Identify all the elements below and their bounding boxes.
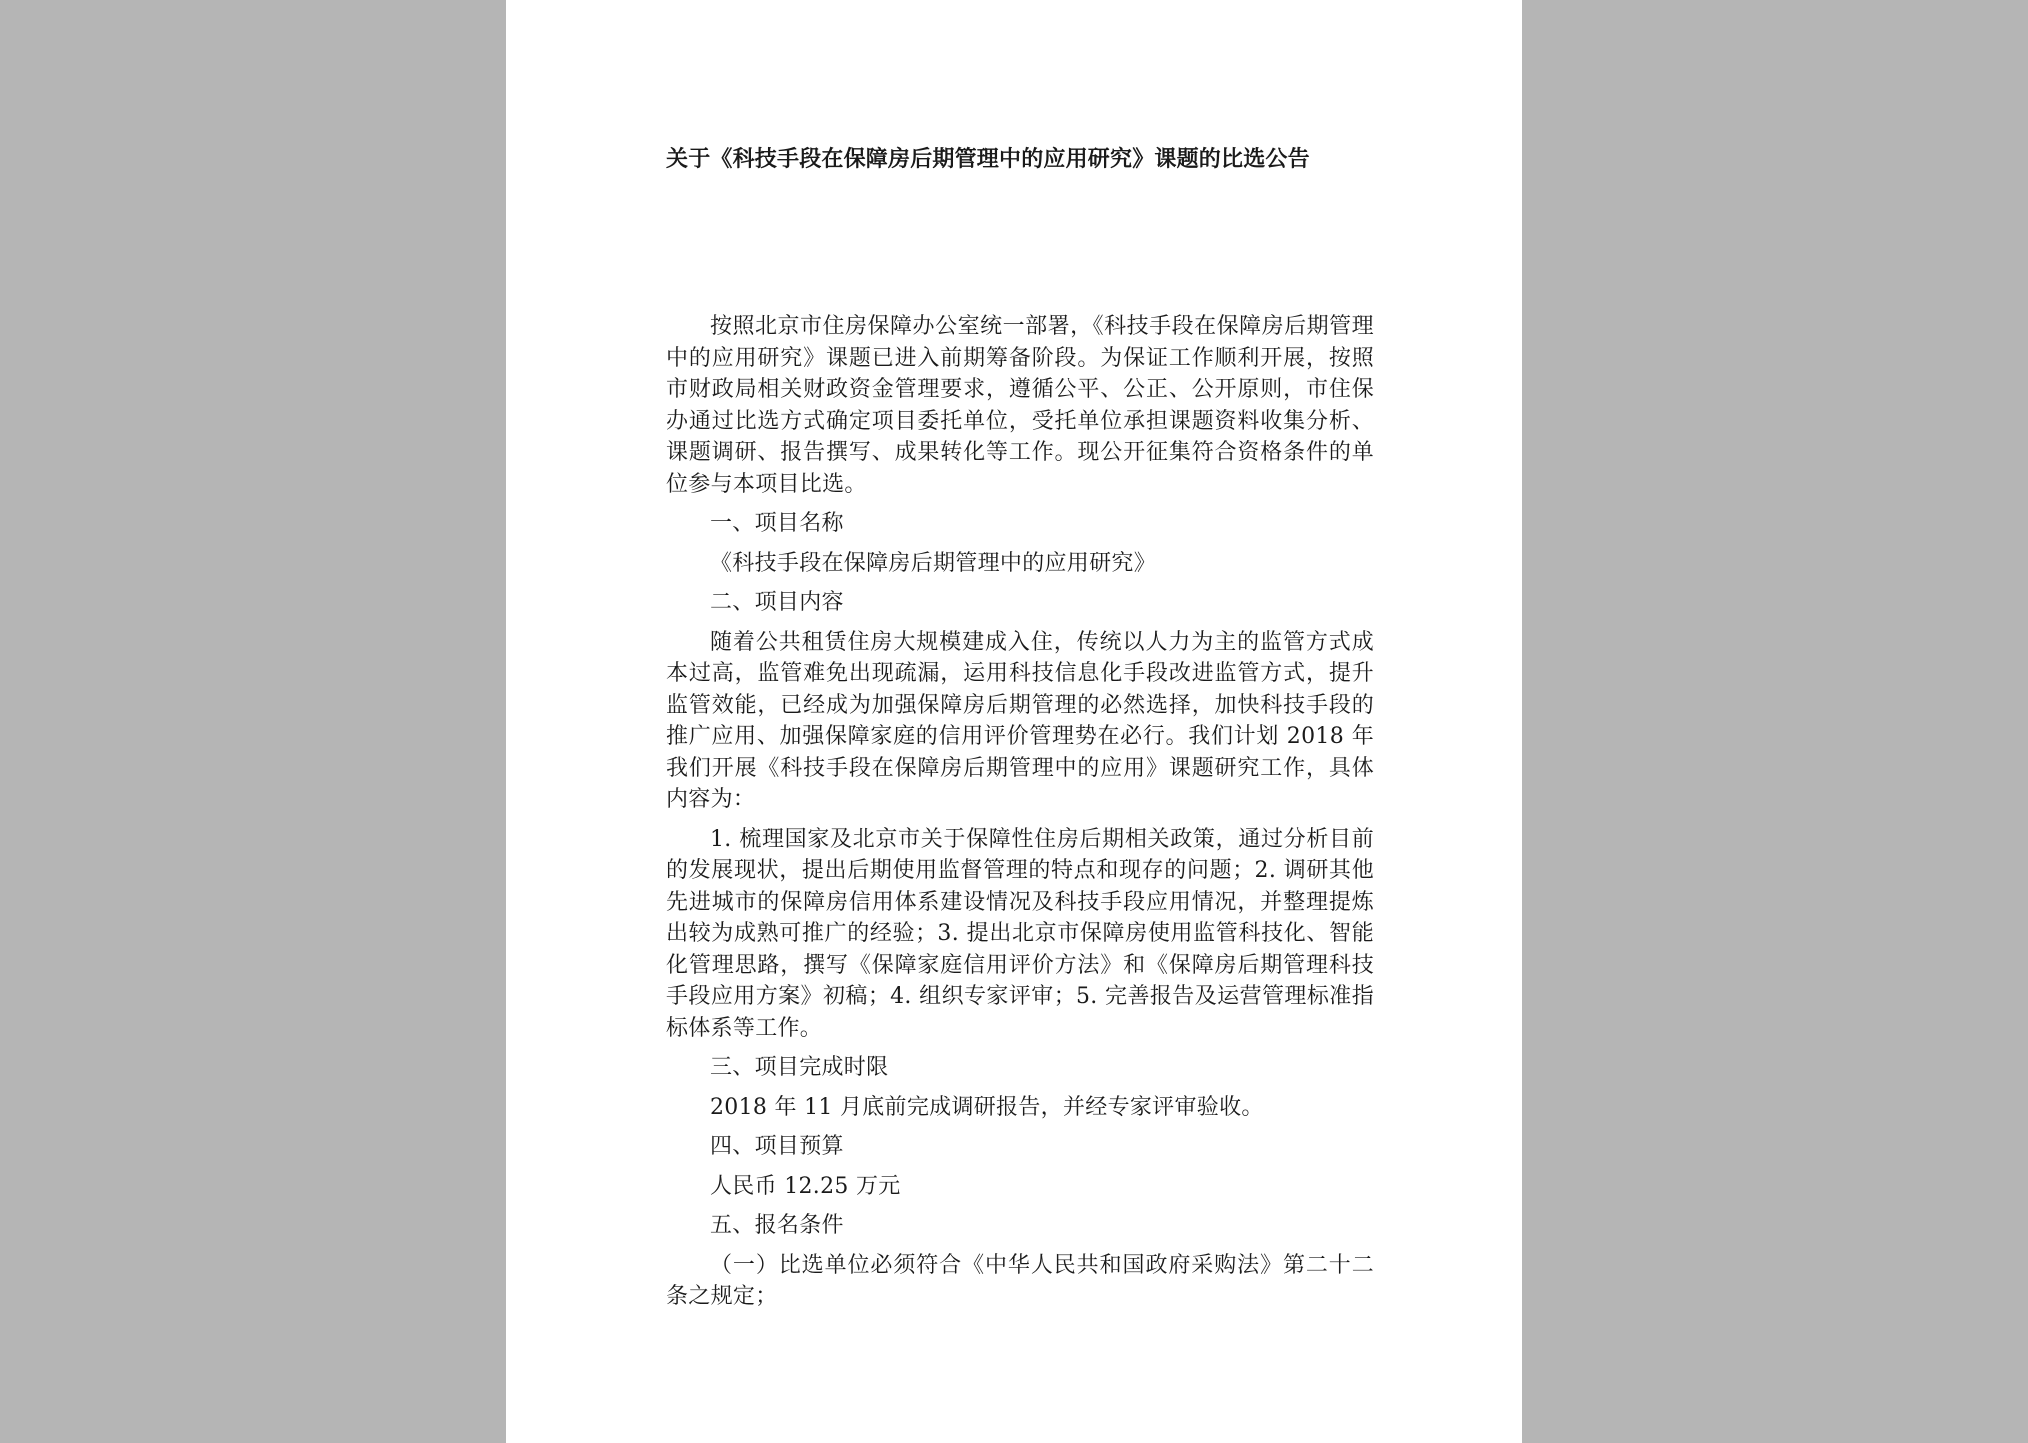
project-tasks-paragraph: 1. 梳理国家及北京市关于保障性住房后期相关政策，通过分析目前的发展现状，提出后期使用监督管理的特点和现存的问题；2. 调研其他先进城市的保障房信用体系建设情况及科技手段应用情况，并整理提炼出较为成熟可推广的经验；3. 提出北京市保障房使用监管科技化、智能化管理思路，撰写《保障家庭信用评价方法》和《保障房后期管理科技手段应用方案》初稿；4. 组织专家评审；5. 完善报告及运营管理标准指标体系等工作。 (666, 826, 1374, 1041)
document-title: 关于《科技手段在保障房后期管理中的应用研究》课题的比选公告 (666, 146, 1310, 172)
section-heading-eligibility: 五、报名条件 (710, 1213, 844, 1238)
eligibility-item-1: （一）比选单位必须符合《中华人民共和国政府采购法》第二十二条之规定； (666, 1252, 1374, 1309)
project-name-text: 《科技手段在保障房后期管理中的应用研究》 (710, 550, 1157, 576)
deadline-text: 2018 年 11 月底前完成调研报告，并经专家评审验收。 (710, 1094, 1264, 1120)
section-heading-budget: 四、项目预算 (710, 1134, 844, 1159)
budget-text: 人民币 12.25 万元 (710, 1173, 901, 1199)
section-heading-deadline: 三、项目完成时限 (710, 1055, 889, 1080)
section-heading-project-name: 一、项目名称 (710, 511, 844, 536)
section-heading-project-content: 二、项目内容 (710, 590, 844, 615)
project-content-paragraph: 随着公共租赁住房大规模建成入住，传统以人力为主的监管方式成本过高，监管难免出现疏漏，运用科技信息化手段改进监管方式，提升监管效能，已经成为加强保障房后期管理的必然选择，加快科技手段的推广应用、加强保障家庭的信用评价管理势在必行。我们计划 2018 年我们开展《科技手段在保障房后期管理中的应用》课题研究工作，具体内容为： (666, 629, 1374, 812)
document-body (666, 311, 1374, 1313)
document-page (506, 0, 1522, 1443)
intro-paragraph: 按照北京市住房保障办公室统一部署，《科技手段在保障房后期管理中的应用研究》课题已进入前期筹备阶段。为保证工作顺利开展，按照市财政局相关财政资金管理要求，遵循公平、公正、公开原则，市住保办通过比选方式确定项目委托单位，受托单位承担课题资料收集分析、课题调研、报告撰写、成果转化等工作。现公开征集符合资格条件的单位参与本项目比选。 (666, 314, 1374, 497)
